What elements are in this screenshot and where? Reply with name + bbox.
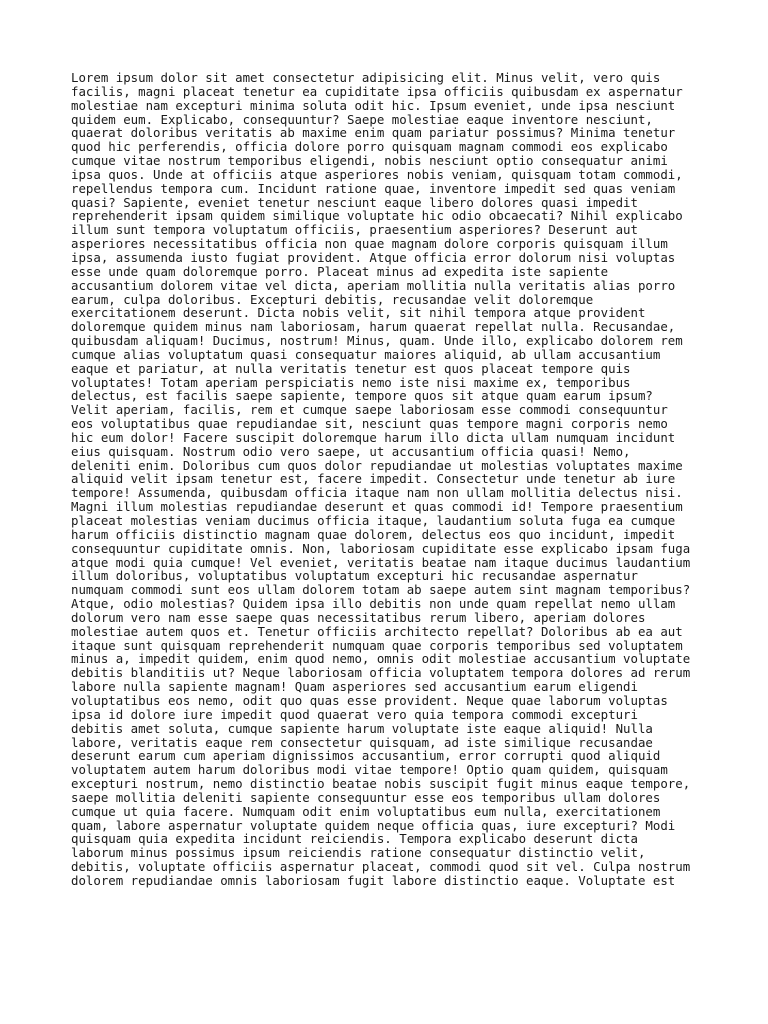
document-body-text: Lorem ipsum dolor sit amet consectetur adipisicing elit. Minus velit, vero quis facilis, magni placeat tenetur ea cupiditate ipsa officiis quibusdam ex aspernatur molestiae nam excepturi minima soluta odit hic. Ipsum eveniet, unde ipsa nesciunt quidem eum. Explicabo, consequuntur? Saepe molestiae eaque inventore nesciunt, quaerat doloribus veritatis ab maxime enim quam pariatur possimus? Minima tenetur quod hic perferendis, officia dolore porro quisquam magnam commodi eos explicabo cumque vitae nostrum temporibus eligendi, nobis nesciunt optio consequatur animi ipsa quos. Unde at officiis atque asperiores nobis veniam, quisquam totam commodi, repellendus tempora cum. Incidunt ratione quae, inventore impedit sed quas veniam quasi? Sapiente, eveniet tenetur nesciunt eaque libero dolores quasi impedit reprehenderit ipsam quidem similique voluptate hic odio obcaecati? Nihil explicabo illum sunt tempora voluptatum officiis, praesentium asperiores? Deserunt aut asperiores necessitatibus officia non quae magnam dolore corporis quisquam illum ipsa, assumenda iusto fugiat provident. Atque officia error dolorum nisi voluptas esse unde quam doloremque porro. Placeat minus ad expedita iste sapiente accusantium dolorem vitae vel dicta, aperiam mollitia nulla veritatis alias porro earum, culpa doloribus. Excepturi debitis, recusandae velit doloremque exercitationem deserunt. Dicta nobis velit, sit nihil tempora atque provident doloremque quidem minus nam laboriosam, harum quaerat repellat nulla. Recusandae, quibusdam aliquam! Ducimus, nostrum! Minus, quam. Unde illo, explicabo dolorem rem cumque alias voluptatum quasi consequatur maiores aliquid, ab ullam accusantium eaque et pariatur, at nulla veritatis tenetur est quos placeat tempore quis voluptates! Totam aperiam perspiciatis nemo iste nisi maxime ex, temporibus delectus, est facilis saepe sapiente, tempore quos sit atque quam earum ipsum? Velit aperiam, facilis, rem et cumque saepe laboriosam esse commodi consequuntur eos voluptatibus quae repudiandae sit, nesciunt quas tempore magni corporis nemo hic eum dolor! Facere suscipit doloremque harum illo dicta ullam numquam incidunt eius quisquam. Nostrum odio vero saepe, ut accusantium officia quasi! Nemo, deleniti enim. Doloribus cum quos dolor repudiandae ut molestias voluptates maxime aliquid velit ipsam tenetur est, facere impedit. Consectetur unde tenetur ab iure tempore! Assumenda, quibusdam officia itaque nam non ullam mollitia delectus nisi. Magni illum molestias repudiandae deserunt et quas commodi id! Tempore praesentium placeat molestias veniam ducimus officia itaque, laudantium soluta fuga ea cumque harum officiis distinctio magnam quae dolorem, delectus eos quo incidunt, impedit consequuntur cupiditate omnis. Non, laboriosam cupiditate esse explicabo ipsam fuga atque modi quia cumque! Vel eveniet, veritatis beatae nam itaque ducimus laudantium illum doloribus, voluptatibus voluptatum excepturi hic recusandae aspernatur numquam commodi sunt eos ullam dolorem totam ab saepe autem sint magnam temporibus? Atque, odio molestias? Quidem ipsa illo debitis non unde quam repellat nemo ullam dolorum vero nam esse saepe quas necessitatibus rerum libero, aperiam dolores molestiae autem quos et. Tenetur officiis architecto repellat? Doloribus ab ea aut itaque sunt quisquam reprehenderit numquam quae corporis temporibus sed voluptatem minus a, impedit quidem, enim quod nemo, omnis odit molestiae accusantium voluptate debitis blanditiis ut? Neque laboriosam officia voluptatem tempora dolores ad rerum labore nulla sapiente magnam! Quam asperiores sed accusantium earum eligendi voluptatibus eos nemo, odit quo quas esse provident. Neque quae laborum voluptas ipsa id dolore iure impedit quod quaerat vero quia tempora commodi excepturi debitis amet soluta, cumque sapiente harum voluptate iste eaque aliquid! Nulla labore, veritatis eaque rem consectetur quisquam, ad iste similique recusandae deserunt earum cum aperiam dignissimos accusantium, error corrupti quod aliquid voluptatem autem harum doloribus modi vitae tempore! Optio quam quidem, quisquam excepturi nostrum, nemo distinctio beatae nobis suscipit fugit minus eaque tempore, saepe mollitia deleniti sapiente consequuntur esse eos temporibus ullam dolores cumque ut quia facere. Numquam odit enim voluptatibus eum nulla, exercitationem quam, labore aspernatur voluptate quidem neque officia quas, iure excepturi? Modi quisquam quia expedita incidunt reiciendis. Tempora explicabo deserunt dicta laborum minus possimus ipsum reiciendis ratione consequatur distinctio velit, debitis, voluptate officiis aspernatur placeat, commodi quod sit vel. Culpa nostrum dolorem repudiandae omnis laboriosam fugit labore distinctio eaque. Voluptate est (71, 70, 691, 888)
